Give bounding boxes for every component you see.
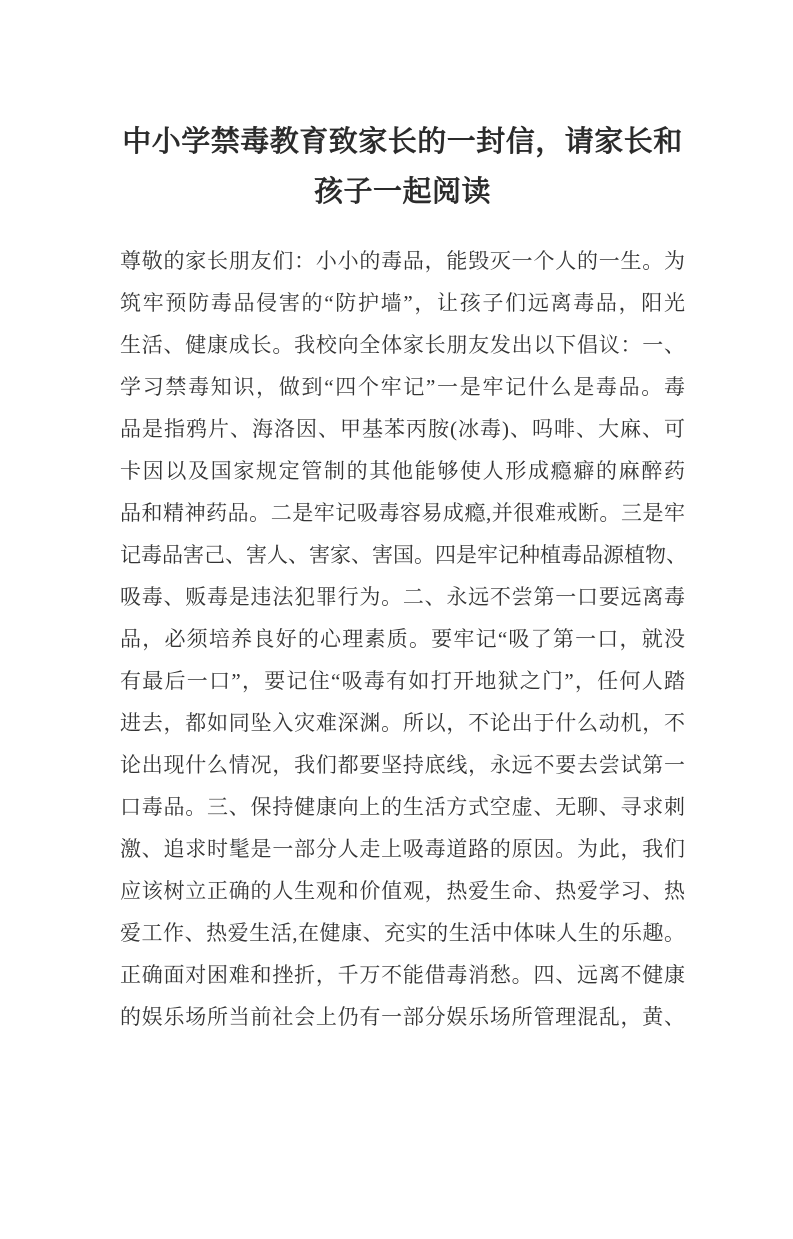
body-text-line: 品，必须培养良好的心理素质。要牢记“吸了第一口，就没 xyxy=(120,627,685,651)
title-line-2: 孩子一起阅读 xyxy=(313,176,491,208)
body-text-line: 吸毒、贩毒是违法犯罪行为。二、永远不尝第一口要远离毒 xyxy=(120,585,685,609)
document-title xyxy=(120,117,685,217)
body-text-line: 学习禁毒知识，做到“四个牢记”一是牢记什么是毒品。毒 xyxy=(120,375,685,399)
body-text-line: 口毒品。三、保持健康向上的生活方式空虚、无聊、寻求刺 xyxy=(120,795,685,819)
body-text-line: 正确面对困难和挫折，千万不能借毒消愁。四、远离不健康 xyxy=(120,963,685,987)
body-text-line: 品和精神药品。二是牢记吸毒容易成瘾,并很难戒断。三是牢 xyxy=(120,501,685,525)
body-text-line: 进去，都如同坠入灾难深渊。所以，不论出于什么动机，不 xyxy=(120,711,685,735)
title-line-1: 中小学禁毒教育致家长的一封信，请家长和 xyxy=(122,126,683,158)
body-text-line: 的娱乐场所当前社会上仍有一部分娱乐场所管理混乱，黄、 xyxy=(120,1005,685,1029)
body-text-line: 记毒品害己、害人、害家、害国。四是牢记种植毒品源植物、 xyxy=(120,543,687,567)
body-text-line: 生活、健康成长。我校向全体家长朋友发出以下倡议：一、 xyxy=(120,333,685,357)
body-text-line: 尊敬的家长朋友们：小小的毒品，能毁灭一个人的一生。为 xyxy=(120,249,685,273)
body-text-line: 有最后一口”，要记住“吸毒有如打开地狱之门”，任何人踏 xyxy=(120,669,685,693)
body-text-line: 爱工作、热爱生活,在健康、充实的生活中体味人生的乐趣。 xyxy=(120,921,685,945)
body-text-line: 论出现什么情况，我们都要坚持底线，永远不要去尝试第一 xyxy=(120,753,685,777)
body-text-line: 筑牢预防毒品侵害的“防护墙”，让孩子们远离毒品，阳光 xyxy=(120,291,685,315)
body-text-line: 品是指鸦片、海洛因、甲基苯丙胺(冰毒)、吗啡、大麻、可 xyxy=(120,417,685,441)
document-body xyxy=(120,240,685,1038)
body-text-line: 激、追求时髦是一部分人走上吸毒道路的原因。为此，我们 xyxy=(120,837,685,861)
body-text-line: 卡因以及国家规定管制的其他能够使人形成瘾癖的麻醉药 xyxy=(120,459,685,483)
document-page xyxy=(120,117,685,1038)
body-text-line: 应该树立正确的人生观和价值观，热爱生命、热爱学习、热 xyxy=(120,879,685,903)
